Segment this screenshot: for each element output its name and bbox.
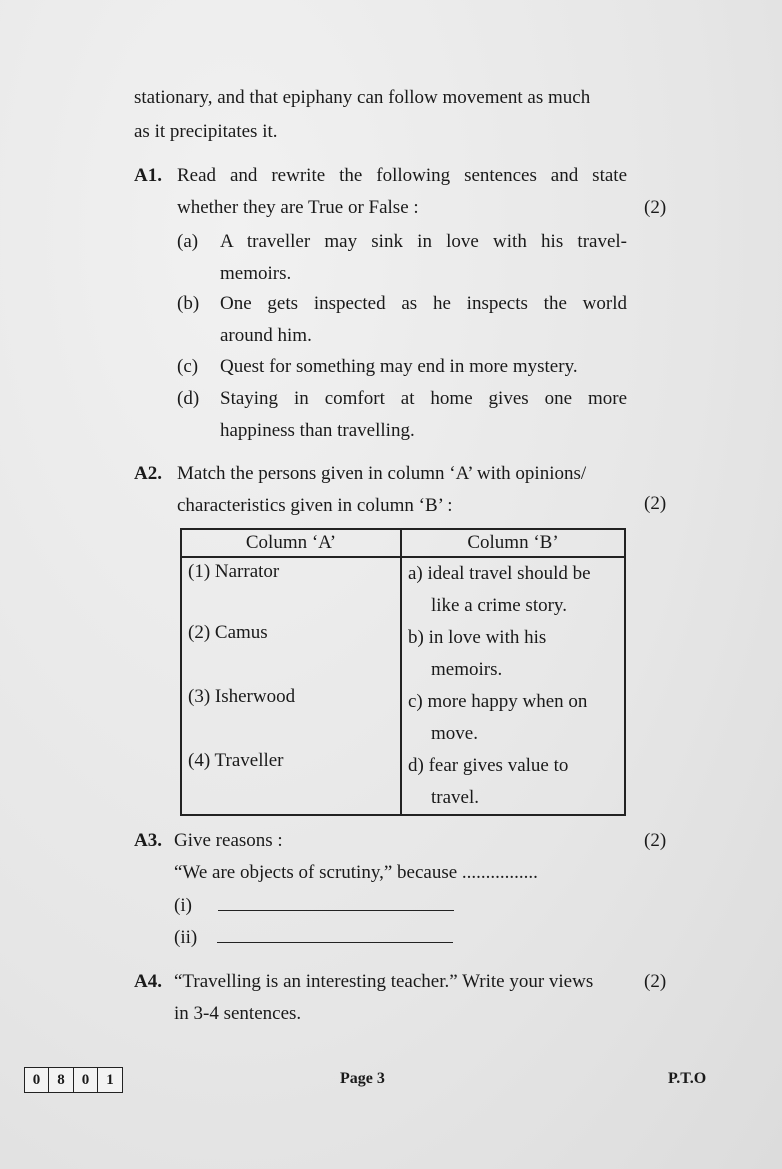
question-a4-marks: (2) xyxy=(644,971,667,992)
table-row xyxy=(181,750,625,815)
a1-item-b-text-1: One gets inspected as he inspects the world xyxy=(220,293,627,314)
intro-line-2: as it precipitates it. xyxy=(134,121,278,142)
question-a1-text-1: Read and rewrite the following sentences and state xyxy=(177,165,627,186)
column-b-line: memoirs. xyxy=(431,659,503,680)
a1-item-a-text-1: A traveller may sink in love with his travel- xyxy=(220,231,627,252)
a1-item-b-label: (b) xyxy=(177,293,200,314)
column-b-line: d) fear gives value to xyxy=(408,755,569,776)
column-b-cell xyxy=(401,622,625,686)
column-b-cell xyxy=(401,686,625,750)
answer-blank[interactable] xyxy=(217,924,453,943)
paper-code xyxy=(25,1067,123,1093)
answer-label: (ii) xyxy=(174,927,198,948)
paper-code-digit: 0 xyxy=(73,1067,99,1093)
column-b-cell xyxy=(401,750,625,815)
paper-code-digit: 0 xyxy=(24,1067,50,1093)
paper-code-digit: 1 xyxy=(97,1067,123,1093)
column-a-cell: (1) Narrator xyxy=(181,557,401,622)
question-a1-text-2: whether they are True or False : xyxy=(177,197,419,218)
question-a3-text: Give reasons : xyxy=(174,830,283,851)
a1-item-c-label: (c) xyxy=(177,356,199,377)
paper-code-digit: 8 xyxy=(48,1067,74,1093)
question-a1-label: A1. xyxy=(134,165,162,186)
a1-item-d-text-2: happiness than travelling. xyxy=(220,420,415,441)
question-a2-label: A2. xyxy=(134,463,162,484)
page-number: Page 3 xyxy=(340,1070,385,1087)
answer-line-ii xyxy=(174,922,453,954)
question-a1-marks: (2) xyxy=(644,197,667,218)
question-a3-label: A3. xyxy=(134,830,162,851)
question-a2-marks: (2) xyxy=(644,493,667,514)
a1-item-a-label: (a) xyxy=(177,231,199,252)
a1-item-b-text-2: around him. xyxy=(220,325,312,346)
answer-line-i xyxy=(174,890,454,922)
column-b-line: a) ideal travel should be xyxy=(408,563,591,584)
question-a2-text-1: Match the persons given in column ‘A’ with opinions/ xyxy=(177,463,587,484)
answer-label: (i) xyxy=(174,895,192,916)
column-b-line: move. xyxy=(431,723,478,744)
question-a3-quote: “We are objects of scrutiny,” because ................ xyxy=(174,862,538,883)
pto-label: P.T.O xyxy=(668,1070,707,1087)
question-a4-text-1: “Travelling is an interesting teacher.” Write your views xyxy=(174,971,594,992)
match-table xyxy=(180,528,626,816)
question-a2-text-2: characteristics given in column ‘B’ : xyxy=(177,495,453,516)
column-a-cell: (3) Isherwood xyxy=(181,686,401,750)
column-b-line: c) more happy when on xyxy=(408,691,588,712)
a1-item-a-text-2: memoirs. xyxy=(220,263,292,284)
table-row xyxy=(181,557,625,622)
column-b-cell xyxy=(401,557,625,622)
question-a4-label: A4. xyxy=(134,971,162,992)
column-b-line: travel. xyxy=(431,787,480,808)
column-b-header: Column ‘B’ xyxy=(401,529,625,557)
column-a-cell: (4) Traveller xyxy=(181,750,401,815)
question-a4-text-2: in 3-4 sentences. xyxy=(174,1003,302,1024)
column-a-cell: (2) Camus xyxy=(181,622,401,686)
column-b-line: b) in love with his xyxy=(408,627,547,648)
a1-item-d-label: (d) xyxy=(177,388,200,409)
answer-blank[interactable] xyxy=(218,892,454,911)
a1-item-d-text-1: Staying in comfort at home gives one more xyxy=(220,388,627,409)
a1-item-c-text-1: Quest for something may end in more mystery. xyxy=(220,356,578,377)
intro-line-1: stationary, and that epiphany can follow movement as much xyxy=(134,87,591,108)
column-b-line: like a crime story. xyxy=(431,595,567,616)
column-a-header: Column ‘A’ xyxy=(181,529,401,557)
table-row xyxy=(181,622,625,686)
table-row xyxy=(181,686,625,750)
question-a3-marks: (2) xyxy=(644,830,667,851)
